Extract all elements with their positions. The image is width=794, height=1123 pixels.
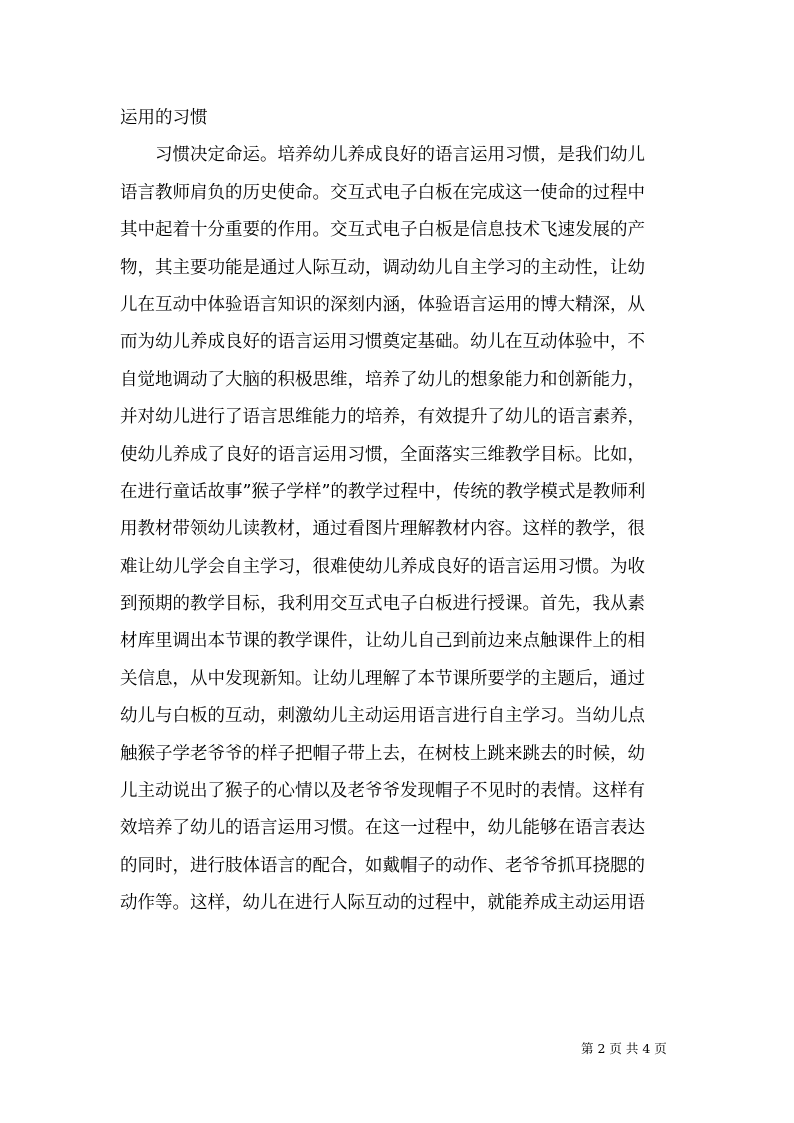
text-line: 效培养了幼儿的语言运用习惯。在这一过程中，幼儿能够在语言表达: [120, 818, 645, 839]
text-line: 的同时，进行肢体语言的配合，如戴帽子的动作、老爷爷抓耳挠腮的: [120, 855, 645, 876]
text-line: 习惯决定命运。培养幼儿养成良好的语言运用习惯，是我们幼儿: [120, 145, 645, 166]
page-number: 第 2 页 共 4 页: [581, 1041, 667, 1056]
text-line: 动作等。这样，幼儿在进行人际互动的过程中，就能养成主动运用语: [120, 893, 645, 914]
text-line: 使幼儿养成了良好的语言运用习惯，全面落实三维教学目标。比如，: [120, 444, 645, 465]
body-text: [120, 100, 680, 923]
text-line: 自觉地调动了大脑的积极思维，培养了幼儿的想象能力和创新能力，: [120, 369, 645, 390]
text-line: 材库里调出本节课的教学课件，让幼儿自己到前边来点触课件上的相: [120, 631, 645, 652]
text-line: 儿主动说出了猴子的心情以及老爷爷发现帽子不见时的表情。这样有: [120, 781, 645, 802]
text-line: 运用的习惯: [120, 108, 208, 128]
text-line: 用教材带领幼儿读教材，通过看图片理解教材内容。这样的教学，很: [120, 519, 645, 540]
text-line: 儿在互动中体验语言知识的深刻内涵，体验语言运用的博大精深，从: [120, 294, 645, 315]
text-line: 幼儿与白板的互动，刺激幼儿主动运用语言进行自主学习。当幼儿点: [120, 706, 645, 727]
text-line: 物，其主要功能是通过人际互动，调动幼儿自主学习的主动性，让幼: [120, 257, 645, 278]
text-line: 在进行童话故事”猴子学样”的教学过程中，传统的教学模式是教师利: [120, 481, 646, 502]
text-line: 语言教师肩负的历史使命。交互式电子白板在完成这一使命的过程中: [120, 182, 645, 203]
text-line: 其中起着十分重要的作用。交互式电子白板是信息技术飞速发展的产: [120, 220, 645, 241]
text-line: 难让幼儿学会自主学习，很难使幼儿养成良好的语言运用习惯。为收: [120, 556, 645, 577]
text-line: 到预期的教学目标，我利用交互式电子白板进行授课。首先，我从素: [120, 594, 645, 615]
text-line: 而为幼儿养成良好的语言运用习惯奠定基础。幼儿在互动体验中，不: [120, 332, 645, 353]
text-line: 关信息，从中发现新知。让幼儿理解了本节课所要学的主题后，通过: [120, 668, 645, 689]
text-line: 并对幼儿进行了语言思维能力的培养，有效提升了幼儿的语言素养，: [120, 407, 645, 428]
text-line: 触猴子学老爷爷的样子把帽子带上去，在树枝上跳来跳去的时候，幼: [120, 743, 645, 764]
